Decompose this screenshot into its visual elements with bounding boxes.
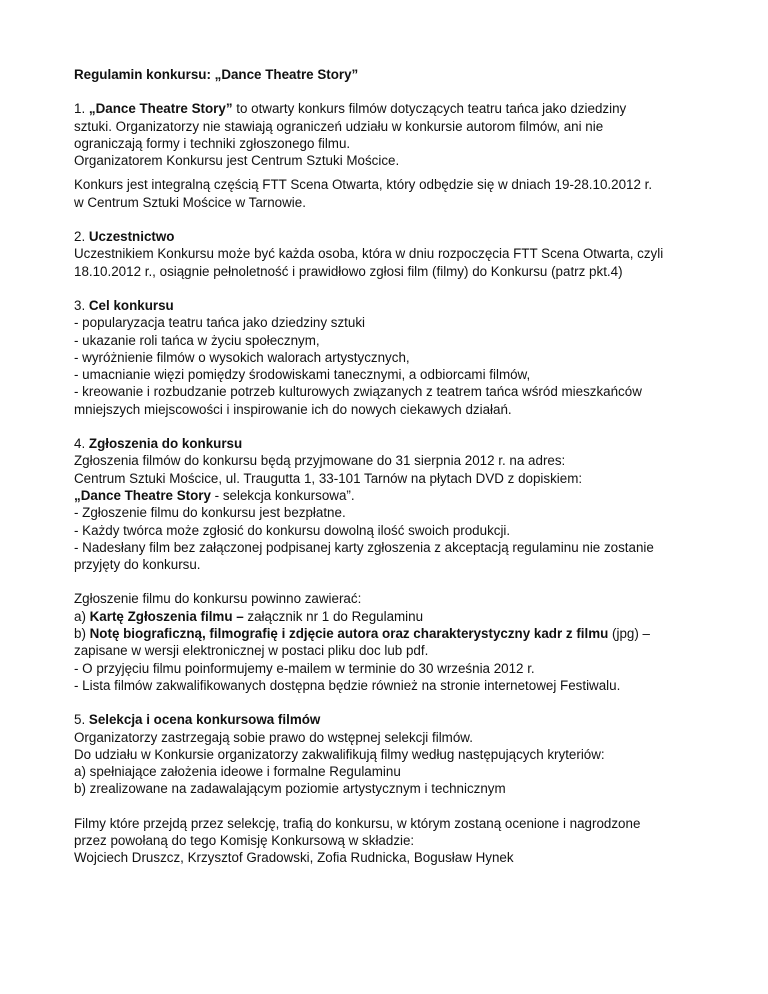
item-text: załącznik nr 1 do Regulaminu	[243, 608, 424, 624]
paragraph-line: 18.10.2012 r., osiągnie pełnoletność i prawidłowo zgłosi film (filmy) do Konkursu (patrz pkt.4)	[74, 263, 623, 279]
list-item: - Nadesłany film bez załączonej podpisanej karty zgłoszenia z akceptacją regulaminu nie zostanie	[74, 539, 654, 555]
section-number: 5.	[74, 712, 89, 728]
contest-name: „Dance Theatre Story	[74, 487, 211, 503]
section-number: 2.	[74, 229, 89, 245]
paragraph-line: mniejszych miejscowości i inspirowanie ich do nowych ciekawych działań.	[74, 401, 512, 417]
section-heading	[74, 297, 694, 314]
paragraph-text: to otwarty konkurs filmów dotyczących teatru tańca jako dziedziny	[232, 101, 627, 117]
list-item: - kreowanie i rozbudzanie potrzeb kulturowych związanych z teatrem tańca wśród mieszkańców	[74, 384, 642, 400]
list-item	[74, 608, 694, 625]
paragraph-line: Organizatorem Konkursu jest Centrum Sztuki Mościce.	[74, 153, 400, 169]
section-3	[74, 297, 694, 418]
paragraph-line: Organizatorzy zastrzegają sobie prawo do wstępnej selekcji filmów.	[74, 729, 473, 745]
section-2	[74, 228, 694, 280]
heading-text: Uczestnictwo	[88, 229, 175, 245]
paragraph-text: - selekcja konkursowa”.	[210, 487, 355, 503]
section-number: 1.	[74, 101, 89, 117]
paragraph-line: Uczestnikiem Konkursu może być każda osoba, która w dniu rozpoczęcia FTT Scena Otwarta, czyli	[74, 246, 664, 262]
paragraph-line: zapisane w wersji elektronicznej w postaci pliku doc lub pdf.	[74, 643, 429, 659]
paragraph-line: Zgłoszenia filmów do konkursu będą przyjmowane do 31 sierpnia 2012 r. na adres:	[74, 453, 566, 469]
paragraph-line: sztuki. Organizatorzy nie stawiają ograniczeń udziału w konkursie autorom filmów, ani nie	[74, 118, 604, 134]
title-text: Regulamin konkursu: „Dance Theatre Story”	[74, 67, 359, 82]
item-bold-text: Notę biograficzną, filmografię i zdjęcie autora oraz charakterystyczny kadr z filmu	[89, 626, 609, 642]
paragraph-line: ograniczają formy i techniki zgłoszonego filmu.	[74, 135, 351, 151]
section-heading	[74, 228, 694, 245]
section-4	[74, 435, 694, 694]
heading-text: Zgłoszenia do konkursu	[88, 436, 243, 452]
list-item: - Lista filmów zakwalifikowanych dostępna będzie również na stronie internetowej Festiwalu.	[74, 677, 621, 693]
paragraph-line: Filmy które przejdą przez selekcję, trafią do konkursu, w którym zostaną ocenione i nagrodzone	[74, 815, 641, 831]
list-item: - wyróżnienie filmów o wysokich walorach artystycznych,	[74, 349, 410, 365]
list-item: - popularyzacja teatru tańca jako dziedziny sztuki	[74, 315, 366, 331]
section-1-line-1	[74, 100, 694, 117]
section-5	[74, 711, 694, 866]
jury-names: Wojciech Druszcz, Krzysztof Gradowski, Zofia Rudnicka, Bogusław Hynek	[74, 850, 514, 866]
paragraph-line: przyjęty do konkursu.	[74, 557, 201, 573]
section-heading	[74, 435, 694, 452]
section-number: 3.	[74, 297, 89, 313]
list-item: b) zrealizowane na zadawalającym poziomie artystycznym i technicznym	[74, 781, 506, 797]
section-number: 4.	[74, 436, 89, 452]
list-item: - Każdy twórca może zgłosić do konkursu dowolną ilość swoich produkcji.	[74, 522, 511, 538]
list-item	[74, 625, 694, 642]
document-title	[74, 66, 694, 83]
heading-text: Cel konkursu	[88, 297, 174, 313]
paragraph-line	[74, 487, 694, 504]
section-heading	[74, 711, 694, 728]
paragraph-line: przez powołaną do tego Komisję Konkursową w składzie:	[74, 832, 415, 848]
list-item: - Zgłoszenie filmu do konkursu jest bezpłatne.	[74, 505, 346, 521]
item-marker: a)	[74, 608, 90, 624]
paragraph-line: Zgłoszenie filmu do konkursu powinno zawierać:	[74, 591, 362, 607]
item-marker: b)	[74, 626, 90, 642]
paragraph-line: Centrum Sztuki Mościce, ul. Traugutta 1, 33-101 Tarnów na płytach DVD z dopiskiem:	[74, 470, 583, 486]
section-1	[74, 100, 694, 211]
list-item: - umacnianie więzi pomiędzy środowiskami tanecznymi, a odbiorcami filmów,	[74, 367, 531, 383]
paragraph-line: Konkurs jest integralną częścią FTT Scena Otwarta, który odbędzie się w dniach 19-28.10.2012 r.	[74, 177, 653, 193]
item-text: (jpg) –	[608, 626, 650, 642]
paragraph-line: Do udziału w Konkursie organizatorzy zakwalifikują filmy według następujących kryteriów:	[74, 746, 605, 762]
heading-text: Selekcja i ocena konkursowa filmów	[88, 712, 321, 728]
list-item: a) spełniające założenia ideowe i formalne Regulaminu	[74, 764, 401, 780]
list-item: - O przyjęciu filmu poinformujemy e-mailem w terminie do 30 września 2012 r.	[74, 660, 535, 676]
item-bold-text: Kartę Zgłoszenia filmu –	[89, 608, 244, 624]
list-item: - ukazanie roli tańca w życiu społecznym,	[74, 332, 320, 348]
contest-name: „Dance Theatre Story”	[88, 101, 233, 117]
document-page	[74, 66, 694, 867]
paragraph-line: w Centrum Sztuki Mościce w Tarnowie.	[74, 194, 306, 210]
